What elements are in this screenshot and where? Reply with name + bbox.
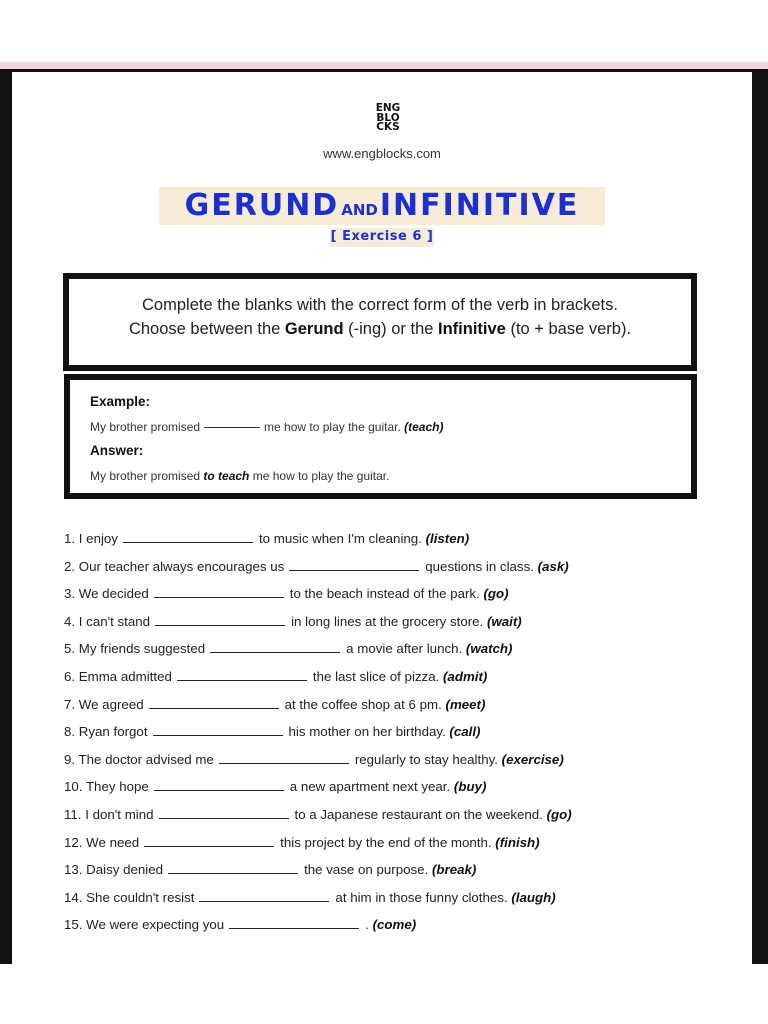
instructions-prefix: Choose between the <box>128 320 285 338</box>
question-text-after: to a Japanese restaurant on the weekend. <box>294 806 543 822</box>
answer-blank[interactable] <box>149 696 279 709</box>
question-text-before: 9. The doctor advised me <box>64 751 214 767</box>
answer-blank[interactable] <box>155 613 285 626</box>
example-verb: (teach) <box>404 420 444 434</box>
question-text-after: the last slice of pizza. <box>312 668 440 684</box>
question-item <box>64 751 724 779</box>
answer-blank[interactable] <box>177 668 307 681</box>
answer-blank[interactable] <box>168 861 298 874</box>
question-text-after: this project by the end of the month. <box>280 834 492 850</box>
question-verb-hint: (go) <box>483 586 509 602</box>
question-text-before: 4. I can't stand <box>64 613 151 629</box>
question-verb-hint: (go) <box>546 806 572 822</box>
question-text-after: a new apartment next year. <box>289 779 451 795</box>
answer-blank[interactable] <box>154 778 284 791</box>
example-label: Example: <box>90 394 151 409</box>
question-verb-hint: (admit) <box>443 668 488 684</box>
worksheet-page <box>12 72 752 964</box>
question-text-before: 10. They hope <box>64 779 149 795</box>
answer-blank[interactable] <box>154 585 284 598</box>
question-verb-hint: (call) <box>449 724 481 740</box>
question-verb-hint: (laugh) <box>511 889 556 905</box>
logo-line-3: CKS <box>376 121 400 133</box>
question-item <box>64 778 724 806</box>
question-text-after: the vase on purpose. <box>304 862 429 878</box>
exercise-subtitle: [ Exercise 6 ] <box>330 229 434 244</box>
question-list <box>64 530 724 944</box>
question-verb-hint: (watch) <box>465 641 513 657</box>
question-text-before: 2. Our teacher always encourages us <box>64 558 285 574</box>
instructions-mid: (-ing) or the <box>343 320 439 338</box>
question-verb-hint: (break) <box>431 862 477 878</box>
gerund-term: Gerund <box>284 320 344 338</box>
question-item <box>64 834 724 862</box>
question-verb-hint: (buy) <box>453 779 487 795</box>
answer-after: me how to play the guitar. <box>249 469 390 483</box>
question-item <box>64 558 724 586</box>
instructions-box <box>63 273 697 371</box>
question-item <box>64 640 724 668</box>
question-text-after: a movie after lunch. <box>346 641 463 657</box>
question-text-after: his mother on her birthday. <box>288 724 446 740</box>
engblocks-logo <box>368 104 408 133</box>
answer-blank[interactable] <box>210 640 340 653</box>
question-text-after: to music when I'm cleaning. <box>258 531 422 546</box>
question-text-after: at him in those funny clothes. <box>335 889 508 905</box>
question-item <box>64 696 724 724</box>
question-text-after: . <box>365 917 369 933</box>
question-item <box>64 889 724 917</box>
example-blank <box>204 427 260 428</box>
example-after: me how to play the guitar. <box>264 420 401 434</box>
question-text-after: regularly to stay healthy. <box>354 751 498 767</box>
question-text-before: 7. We agreed <box>64 696 144 712</box>
question-item <box>64 861 724 889</box>
question-verb-hint: (come) <box>372 917 417 933</box>
answer-blank[interactable] <box>159 806 289 819</box>
question-text-before: 14. She couldn't resist <box>64 889 195 905</box>
question-text-after: in long lines at the grocery store. <box>291 613 484 629</box>
question-item <box>64 530 724 558</box>
example-sentence <box>90 420 443 434</box>
question-verb-hint: (wait) <box>486 613 522 629</box>
question-text-before: 15. We were expecting you <box>64 917 225 933</box>
worksheet-title <box>159 187 605 225</box>
question-item <box>64 585 724 613</box>
question-verb-hint: (meet) <box>445 696 486 712</box>
logo-line-1: ENG <box>375 102 401 114</box>
answer-label: Answer: <box>90 443 144 458</box>
question-item <box>64 668 724 696</box>
infinitive-term: Infinitive <box>438 320 506 338</box>
answer-blank[interactable] <box>229 916 359 929</box>
answer-blank[interactable] <box>153 723 283 736</box>
instructions-line-1: Complete the blanks with the correct form of the verb in brackets. <box>142 296 618 314</box>
site-url[interactable]: www.engblocks.com <box>323 146 441 161</box>
answer-blank[interactable] <box>144 834 274 847</box>
instructions-line-2 <box>69 317 691 341</box>
question-text-before: 8. Ryan forgot <box>64 724 148 740</box>
answer-blank[interactable] <box>123 530 253 543</box>
question-verb-hint: (ask) <box>537 558 569 574</box>
question-text-after: at the coffee shop at 6 pm. <box>284 696 442 712</box>
question-verb-hint: (exercise) <box>501 751 564 767</box>
answer-sentence <box>90 469 389 483</box>
instructions-suffix: (to + base verb). <box>505 320 632 338</box>
bottom-margin <box>0 964 768 1024</box>
question-text-before: 12. We need <box>64 834 140 850</box>
title-infinitive: INFINITIVE <box>379 188 580 223</box>
answer-blank[interactable] <box>199 889 329 902</box>
question-item <box>64 806 724 834</box>
question-text-before: 13. Daisy denied <box>64 862 164 878</box>
title-gerund: GERUND <box>184 188 340 223</box>
question-text-before: 5. My friends suggested <box>64 641 206 657</box>
logo-line-2: BLO <box>376 111 400 124</box>
question-text-after: to the beach instead of the park. <box>289 586 480 602</box>
title-connector: AND <box>341 201 378 219</box>
question-text-before: 11. I don't mind <box>64 806 154 822</box>
top-accent-strip <box>0 62 768 69</box>
answer-bold: to teach <box>203 469 250 483</box>
example-before: My brother promised <box>90 420 201 434</box>
answer-blank[interactable] <box>219 751 349 764</box>
question-text-after: questions in class. <box>425 558 534 574</box>
example-box <box>64 374 697 499</box>
question-item <box>64 723 724 751</box>
answer-blank[interactable] <box>289 558 419 571</box>
question-text-before: 1. I enjoy <box>64 531 118 546</box>
question-item <box>64 613 724 641</box>
question-text-before: 6. Emma admitted <box>64 668 172 684</box>
question-verb-hint: (listen) <box>425 531 470 546</box>
question-verb-hint: (finish) <box>495 834 540 850</box>
answer-before: My brother promised <box>90 469 204 483</box>
question-item <box>64 916 724 944</box>
question-text-before: 3. We decided <box>64 586 149 602</box>
